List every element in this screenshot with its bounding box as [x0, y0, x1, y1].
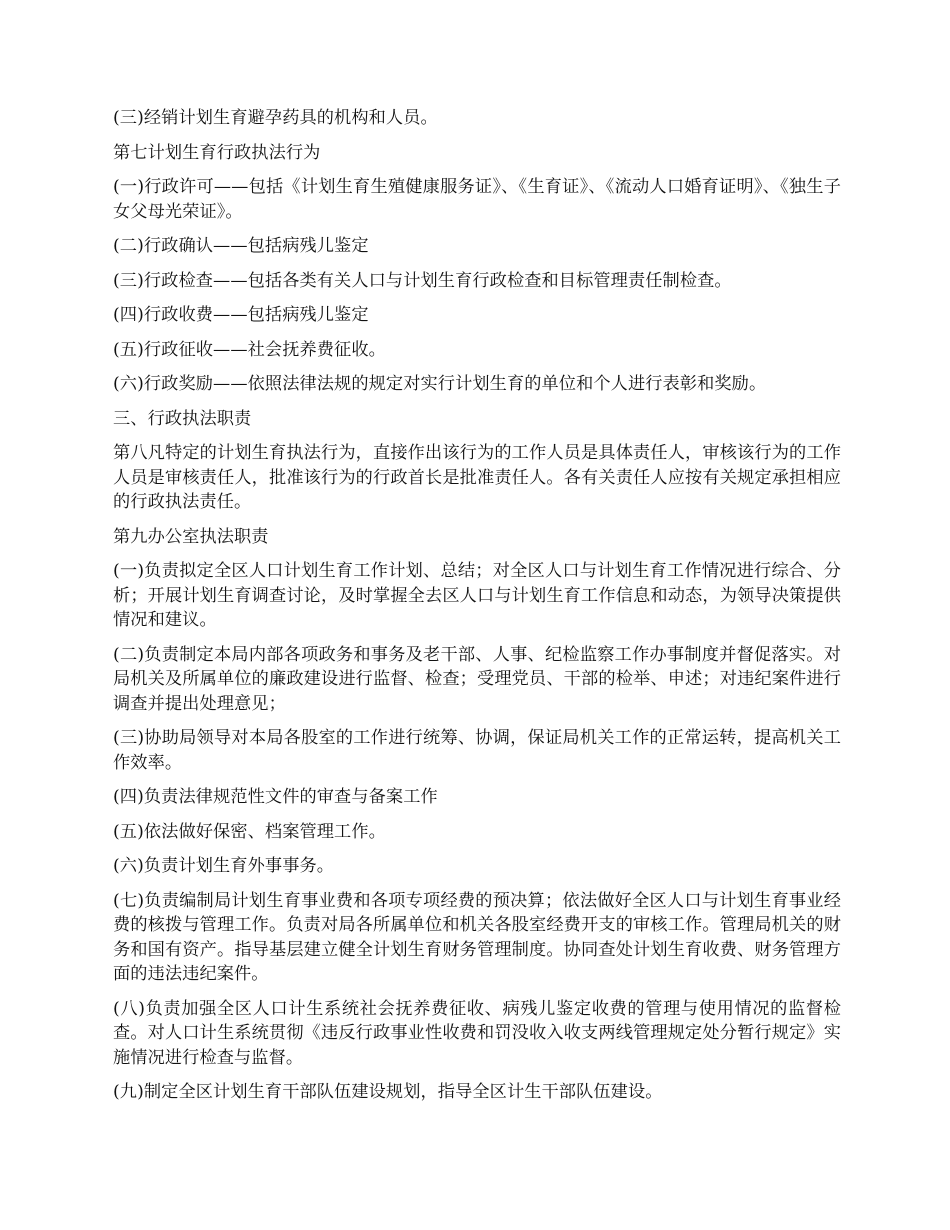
- paragraph-20: (九)制定全区计划生育干部队伍建设规划，指导全区计生干部队伍建设。: [113, 1082, 663, 1102]
- paragraph-8: (六)行政奖励——依照法律法规的规定对实行计划生育的单位和个人进行表彰和奖励。: [113, 374, 767, 394]
- paragraph-1: (三)经销计划生育避孕药具的机构和人员。: [113, 108, 438, 128]
- paragraph-5: (三)行政检查——包括各类有关人口与计划生育行政检查和目标管理责任制检查。: [113, 270, 732, 291]
- paragraph-17: (六)负责计划生育外事事务。: [113, 856, 335, 876]
- paragraph-14: (三)协助局领导对本局各股室的工作进行统筹、协调，保证局机关工作的正常运转，提高机关工作效率。: [113, 728, 841, 773]
- paragraph-4: (二)行政确认——包括病残儿鉴定: [113, 236, 369, 256]
- paragraph-18: (七)负责编制局计划生育事业费和各项专项经费的预决算；依法做好全区人口与计划生育事业经费的核拨与管理工作。负责对局各所属单位和机关各股室经费开支的审核工作。管理局机关的财务和国有资产。指导基层建立健全计划生育财务管理制度。协同查处计划生育收费、财务管理方面的违法违纪案件。: [113, 890, 841, 984]
- paragraph-10: 第八凡特定的计划生育执法行为，直接作出该行为的工作人员是具体责任人，审核该行为的工作人员是审核责任人，批准该行为的行政首长是批准责任人。各有关责任人应按有关规定承担相应的行政执法责任。: [113, 443, 841, 512]
- section-heading-3: 三、行政执法职责: [113, 408, 252, 429]
- paragraph-13: (二)负责制定本局内部各项政务和事务及老干部、人事、纪检监察工作办事制度并督促落实。对局机关及所属单位的廉政建设进行监督、检查；受理党员、干部的检举、申述；对违纪案件进行调查并提出处理意见；: [113, 644, 841, 714]
- section-heading-article-9: 第九办公室执法职责: [113, 526, 269, 547]
- paragraph-15: (四)负责法律规范性文件的审查与备案工作: [113, 787, 438, 807]
- paragraph-19: (八)负责加强全区人口计生系统社会抚养费征收、病残儿鉴定收费的管理与使用情况的监督检查。对人口计生系统贯彻《违反行政事业性收费和罚没收入收支两线管理规定处分暂行规定》实施情况进行检查与监督。: [113, 998, 841, 1068]
- paragraph-12: (一)负责拟定全区人口计划生育工作计划、总结；对全区人口与计划生育工作情况进行综合、分析；开展计划生育调查讨论，及时掌握全去区人口与计划生育工作信息和动态，为领导决策提供情况和建议。: [113, 561, 841, 630]
- paragraph-7: (五)行政征收——社会抚养费征收。: [113, 339, 386, 360]
- paragraph-3: (一)行政许可——包括《计划生育生殖健康服务证》、《生育证》、《流动人口婚育证明》、《独生子女父母光荣证》。: [113, 177, 841, 222]
- paragraph-16: (五)依法做好保密、档案管理工作。: [113, 821, 386, 842]
- paragraph-6: (四)行政收费——包括病残儿鉴定: [113, 305, 369, 325]
- section-heading-article-7: 第七计划生育行政执法行为: [113, 142, 321, 163]
- document-page: [113, 106, 841, 1115]
